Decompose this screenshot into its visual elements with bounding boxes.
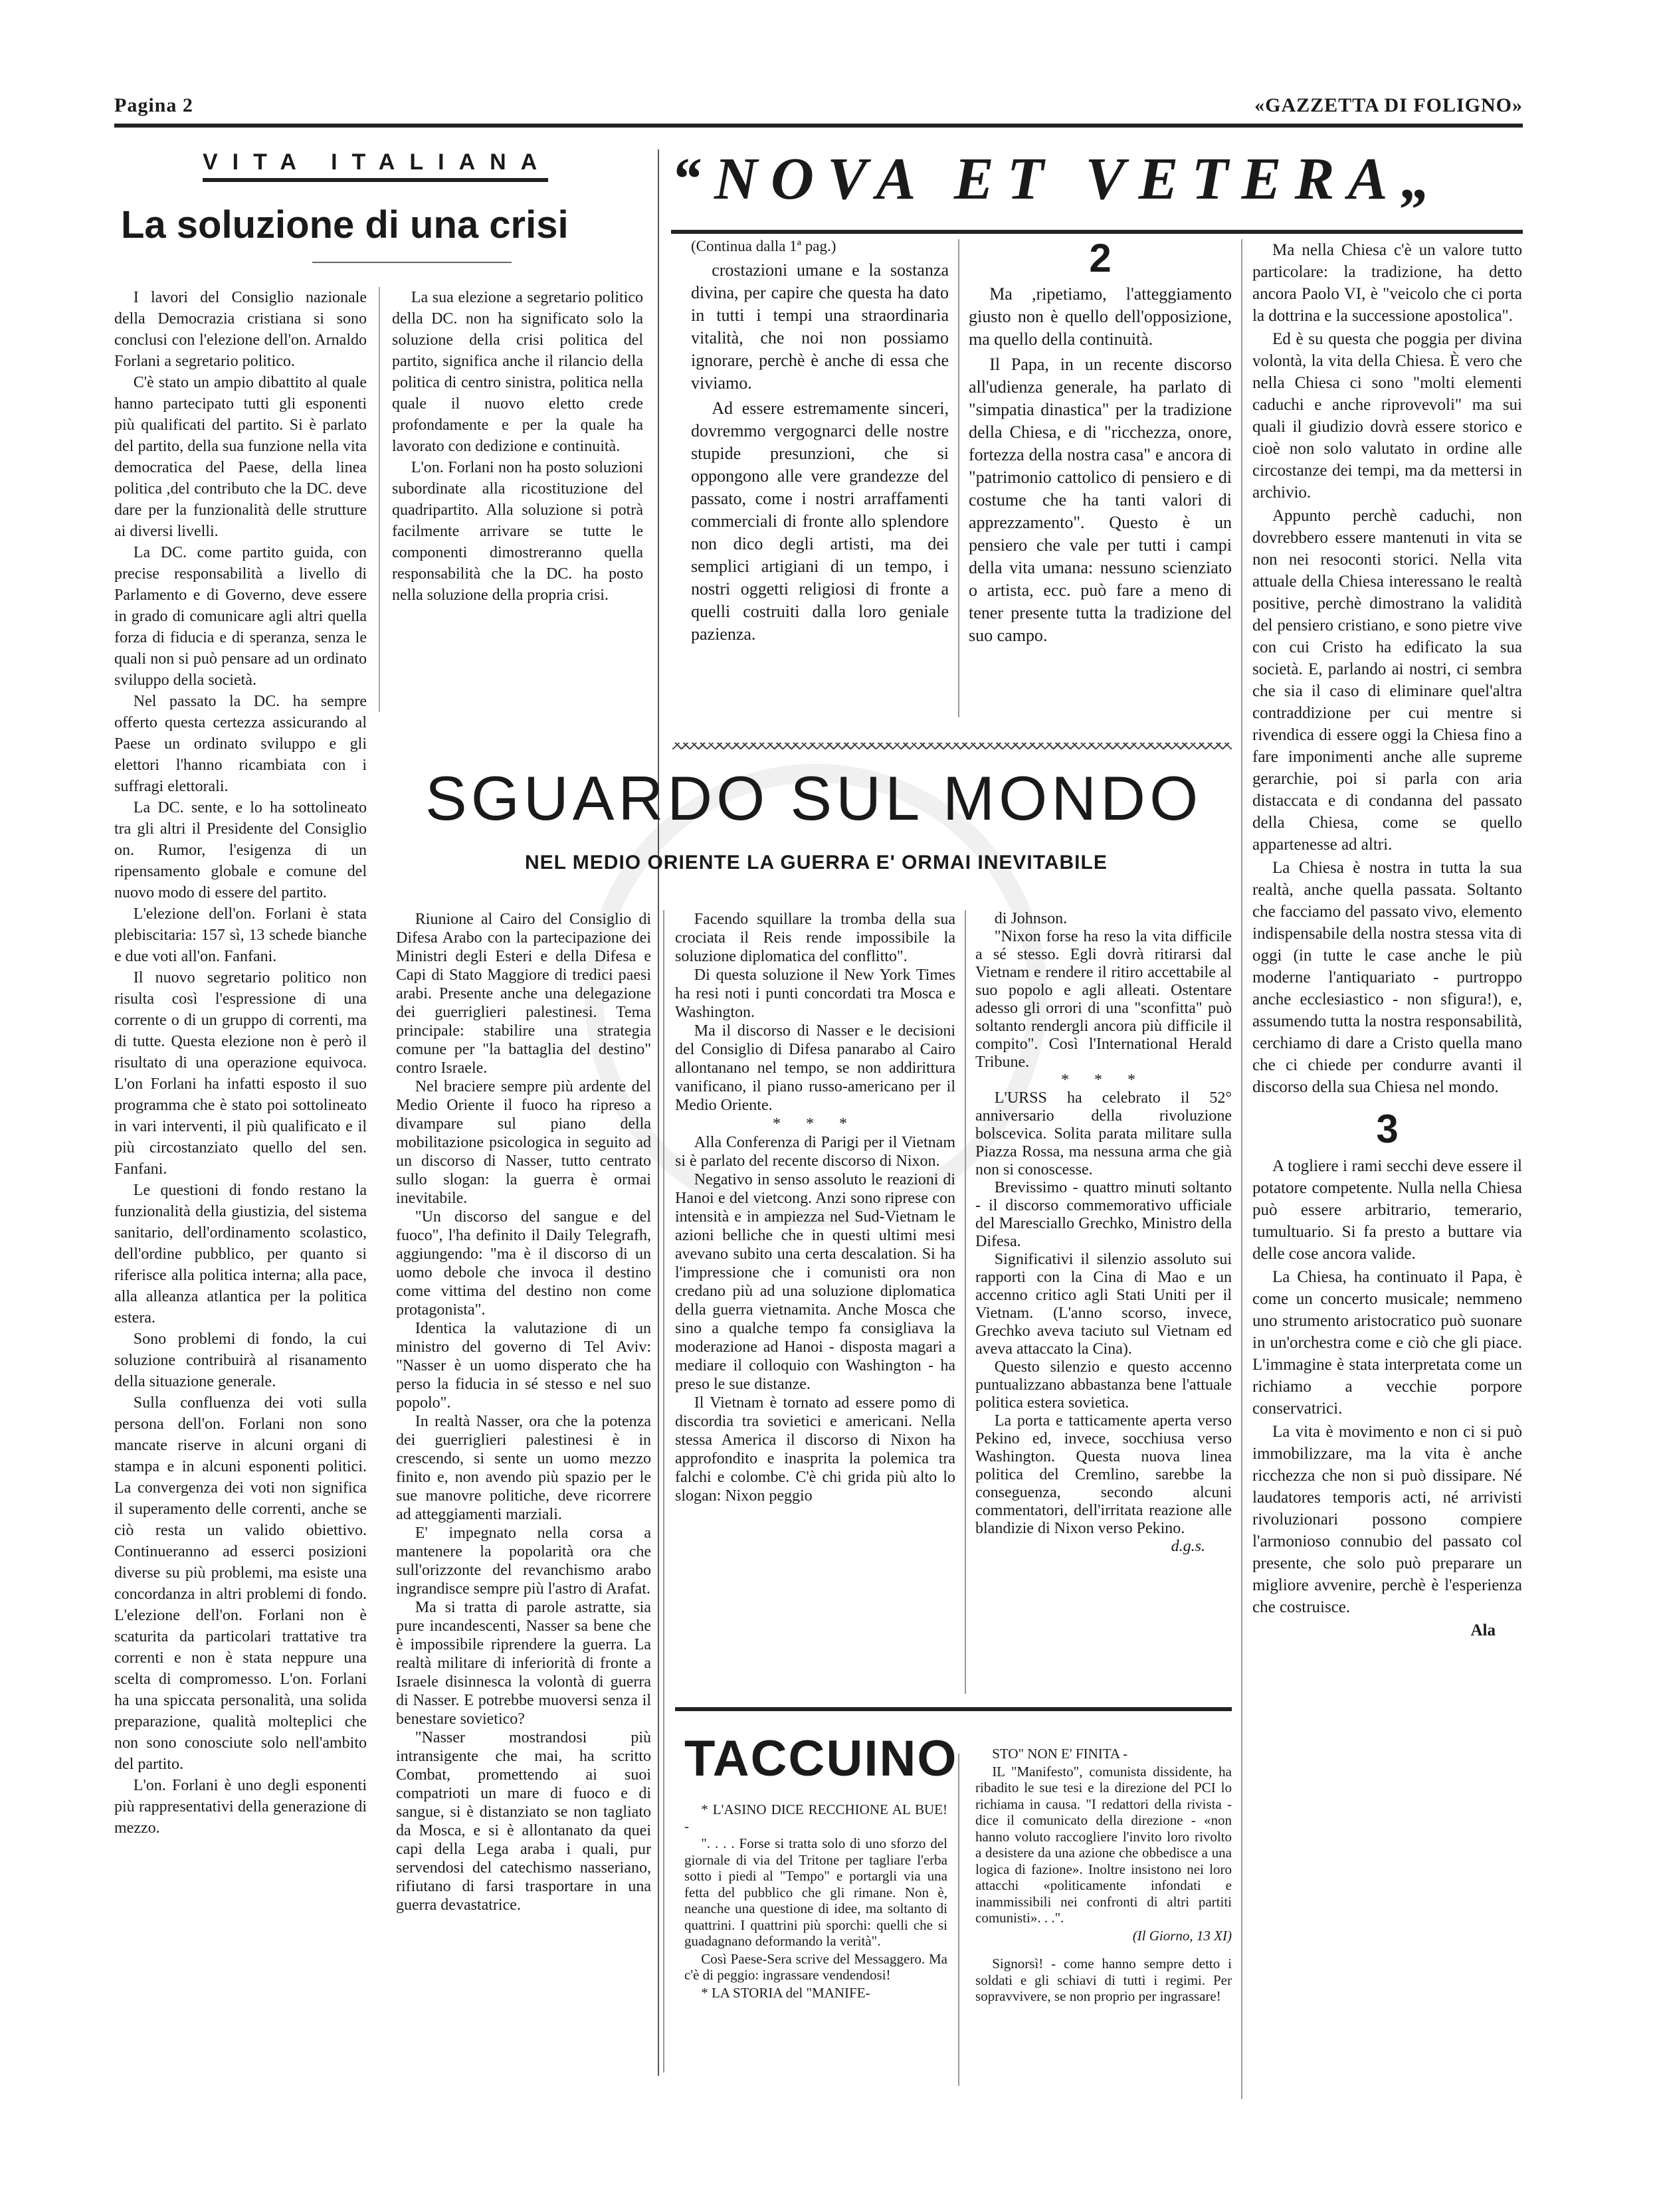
column-divider [663,910,664,2073]
paragraph: L'on. Forlani non ha posto soluzioni subordinate alla ricostituzione del quadripartito. Alla soluzione si potrà facilmente arrivare se tutte le componenti dimostreranno quella responsabilità che la DC. ha posto nella soluzione della propria crisi. [392,459,643,604]
paragraph: C'è stato un ampio dibattito al quale hanno partecipato tutti gli esponenti più qualificati del partito. Si è parlato del partito, della sua funzione nella vita democratica del Paese, della linea politica ,del contributo che la DC. deve dare per la funzionalità delle strutture ai diversi livelli. [114,374,367,540]
paragraph: La sua elezione a segretario politico della DC. non ha significato solo la soluzione della crisi politica del partito, significa anche il rilancio della politica di centro sinistra, politica nella quale il nuovo eletto crede profondamente e per la quale ha lavorato con dedizione e continuità. [392,289,643,455]
paragraph: * LA STORIA del "MANIFE- [701,1984,870,2001]
paragraph: Il nuovo segretario politico non risulta così l'espressione di una corrente o di un gruppo di correnti, ma di tutte. Questa elezione non è però il risultato di una operazione equivoca. L'on Forlani ha infatti esposto il suo programma che è stato poi sottolineato in vari interventi, il più qualificato e il più circostanziato quello del sen. Fanfani. [114,969,367,1178]
nova-column-3-continued [1252,1155,1522,1618]
taccuino-column-2-text [975,1746,1232,1926]
nova-column-3-text [1252,239,1522,1098]
paragraph: I lavori del Consiglio nazionale della Democrazia cristiana si sono conclusi con l'elezione dell'on. Arnaldo Forlani a segretario politico. [114,289,367,370]
paragraph: Sulla confluenza dei voti sulla persona dell'on. Forlani non sono mancate riserve in alcuni organi di stampa e in alcuni esponenti politici. La convergenza dei voti non significa il superamento delle correnti, anche se ciò resta un valido obiettivo. Continueranno ad esserci posizioni diverse su più problemi, ma esiste una concordanza in altri problemi di fondo. L'elezione dell'on. Forlani non è scaturita da particolari trattative tra correnti e non è stata neppure una scelta di compromesso. L'on. Forlani ha una spiccata personalità, una solida preparazione, qualità molteplici che non sono conosciute solo nell'ambito del partito. [114,1394,367,1773]
paragraph: Il Papa, in un recente discorso all'udienza generale, ha parlato di "simpatia dinastica" per la tradizione della Chiesa, e di "ricchezza, onore, fortezza della nostra casa" e ancora di "patrimonio cattolico di pensiero e di costume che ha tanti valori di apprezzamento". Questo è un pensiero che vale per tutti i campi della vita umana: nessuno scienziato o artista, ecc. può fare a meno di tener presente tutta la tradizione del suo campo. [969,355,1232,645]
paragraph: "Nasser mostrandosi più intransigente che mai, ha scritto Combat, promettendo ai suoi compatrioti un mare di fuoco e di sangue, si è distanziato se non tagliato da Mosca, e si è allontanato da quei capi della Lega araba i quali, pur servendosi del catechismo nasseriano, rifiutano di farsi trasportare in una guerra devastatrice. [396,1729,651,1914]
paragraph: La vita è movimento e non ci si può immobilizzare, ma la vita è anche ricchezza che non si può dissipare. Né laudatores temporis acti, né arrivisti rivoluzionari possono compiere l'armonioso connubio del passato col presente, che solo può preparare un migliore avvenire, perchè è l'esperienza che costruisce. [1252,1423,1522,1616]
section-number-2: 2 [1089,236,1112,280]
paragraph: Alla Conferenza di Parigi per il Vietnam si è parlato del recente discorso di Nixon. [675,1134,955,1170]
sguardo-column-2 [675,910,955,1505]
sguardo-column-3 [975,910,1232,1556]
source-il-giorno: (Il Giorno, 13 XI) [1132,1927,1232,1944]
column-divider [958,239,959,717]
paragraph: L'elezione dell'on. Forlani è stata plebiscitaria: 157 sì, 13 schede bianche e due voti all'on. Fanfani. [114,905,367,965]
paragraph: Il Vietnam è tornato ad essere pomo di discordia tra sovietici e americani. Nella stessa America il discorso di Nixon ha approfondito e inasprita la polemica tra falchi e colombe. C'è chi grida più alto lo slogan: Nixon peggio [675,1394,955,1505]
vita-italiana-column-1 [114,287,367,1839]
paragraph: La Chiesa, ha continuato il Papa, è come un concerto musicale; nemmeno uno strumento aristocratico può suonare in un'orchestra come e ciò che gli piace. L'immagine è stata interpretata come un richiamo a vecchie porpore conservatrici. [1252,1268,1522,1418]
paragraph: Ma il discorso di Nasser e le decisioni del Consiglio di Difesa panarabo al Cairo allontanano nel tempo, se non addirittura vanificano, il piano russo-americano per il Medio Oriente. [675,1022,955,1114]
section-separator: * * * [1061,1071,1146,1089]
paragraph: Signorsì! - come hanno sempre detto i soldati e gli schiavi di tutti i regimi. Per sopravvivere, se non proprio per ingrassare! [975,1956,1232,2004]
column-divider [958,1754,959,2086]
headline-underline [312,262,512,263]
paragraph: Ma nella Chiesa c'è un valore tutto particolare: la tradizione, ha detto ancora Paolo VI, è "veicolo che ci porta la dottrina e la successione apostolica". [1252,241,1522,325]
paragraph: Facendo squillare la tromba della sua crociata il Reis rende impossibile la soluzione diplomatica del conflitto". [675,911,955,965]
headline-nova-et-vetera: “NOVA ET VETERA„ [671,146,1444,212]
paragraph: Le questioni di fondo restano la funzionalità della giustizia, del sistema sanitario, dell'ordinamento scolastico, dell'ordine pubblico, per quanto si riferisce alla politica interna; alla pace, alla alleanza atlantica per la politica estera. [114,1182,367,1327]
title-rule [671,230,1523,234]
taccuino-column-2-continued [975,1956,1232,2005]
paragraph: L'URSS ha celebrato il 52° anniversario della rivoluzione bolscevica. Solita parata militare sulla Piazza Rossa, ma nessuna arma che già non si conoscesse. [975,1089,1232,1178]
paragraph: Questo silenzio e questo accenno puntualizzano abbastanza bene l'attuale politica estera sovietica. [975,1358,1232,1412]
paragraph: Sono problemi di fondo, la cui soluzione contribuirà al risanamento della situazione generale. [114,1331,367,1390]
paragraph: E' impegnato nella corsa a mantenere la popolarità ora che sull'orizzonte del revanchismo arabo ingrandisce sempre più l'astro di Arafat. [396,1524,651,1598]
paragraph: La Chiesa è nostra in tutta la sua realtà, anche quella passata. Soltanto che facciamo del passato vivo, elemento indispensabile della nostra stessa vita di oggi (in tutte le case anche le più moderne l'antiquariato - purtroppo anche ecclesiastico - non sfigura!), e, assumendo tutta la nostra responsabilità, cerchiamo di dare a Cristo quella mano che ci chiede per condurre avanti il discorso della sua Chiesa nel mondo. [1252,859,1522,1096]
sguardo-column-1 [396,910,651,1914]
paragraph: Nel passato la DC. ha sempre offerto questa certezza assicurando al Paese un ordinato sviluppo e gli elettori l'hanno ricambiata con i suffragi elettorali. [114,693,367,795]
paragraph: ". . . . Forse si tratta solo di uno sforzo del giornale di via del Tritone per tagliare l'erba sotto i piedi al "Tempo" e portargli via una fetta del pubblico che gli rimane. Non è, neanche una questione di idee, ma soltanto di quattrini. I quattrini più sporchi: quelli che si guadagnano deformando la verità". [684,1835,947,1949]
sguardo-column-3-text [975,910,1232,1538]
header-rule [114,124,1523,128]
kicker-rule [203,178,548,182]
page-number: Pagina 2 [114,94,193,116]
vita-italiana-column-2 [392,287,643,606]
column-divider [379,287,380,712]
newspaper-name: «GAZZETTA DI FOLIGNO» [1254,94,1523,116]
paragraph: Ed è su questa che poggia per divina volontà, la vita della Chiesa. È vero che nella Chiesa ci sono "molti elementi caduchi e anche riprovevoli" ma sui quali il giudizio dovrà essere storico e cioè non solo valutato in ordine alle circostanze dei tempi, ma da mettersi in archivio. [1252,330,1522,502]
headline-sguardo-sul-mondo: SGUARDO SUL MONDO [425,763,1203,833]
nova-column-3 [1252,239,1522,1643]
paragraph: crostazioni umane e la sostanza divina, per capire che questa ha dato in tutti i tempi una straordinaria vitalità, che noi non possiamo ignorare, perchè è anche di essa che viviamo. [691,260,949,393]
paragraph: In realtà Nasser, ora che la potenza dei guerriglieri palestinesi è in crescendo, si sente un uomo mezzo finito e, non avendo più spazio per le sue manovre politiche, deve ricorrere ad atteggiamenti marziali. [396,1413,651,1523]
paragraph: La DC. sente, e lo ha sottolineato tra gli altri il Presidente del Consiglio on. Rumor, l'esigenza di un ripensamento globale e comune del nuovo modo di essere del partito. [114,799,367,901]
section-number-3: 3 [1376,1107,1399,1151]
paragraph: "Nixon forse ha reso la vita difficile a sé stesso. Egli dovrà ritirarsi dal Vietnam e rendere il ritiro accettabile al suo popolo e agli alleati. Ostentare adesso gli orrori di una "sconfitta" può soltanto rendergli ancora più difficile il compito". Così l'International Herald Tribune. [975,928,1232,1071]
paragraph: La porta e tatticamente aperta verso Pekino ed, invece, socchiusa verso Washington. Questa nuova linea politica del Cremlino, sarebbe la conseguenza, secondo alcuni commentatori, dell'irritata reazione alle blandizie di Nixon verso Pekino. [975,1412,1232,1537]
paragraph: Nel braciere sempre più ardente del Medio Oriente il fuoco ha ripreso a divampare sul piano della mobilitazione psicologica in seguito ad un discorso di Nasser, tutto centrato sullo slogan: la guerra è ormai inevitabile. [396,1078,651,1207]
paragraph: Così Paese-Sera scrive del Messaggero. Ma c'è di peggio: ingrassare vendendosi! [684,1950,947,1983]
section-separator: * * * [773,1115,858,1133]
paragraph: Appunto perchè caduchi, non dovrebbero essere mantenuti in vita se non nei resoconti storici. Nella vita attuale della Chiesa interessano le realtà positive, perchè dimostrano la validità del pensiero cristiano, e sono pietre vive con cui Cristo ha edificato la sua società. E, parlando ai nostri, ci sembra che sia il caso di eliminare quel'altra contraddizione per cui mentre si rivendica di essere oggi la Chiesa fino a fare imponimenti anche alle supreme gerarchie, poi si parla con aria distaccata e di condanna del passato della Chiesa, come se quello appartenesse ad altri. [1252,507,1522,854]
paragraph: Riunione al Cairo del Consiglio di Difesa Arabo con la partecipazione dei Ministri degli Esteri e della Difesa e Capi di Stato Maggiore di tredici paesi arabi. Presente anche una delegazione dei guerriglieri palestinesi. Tema principale: stabilire una strategia comune per "la battaglia del destino" contro Israele. [396,911,651,1077]
paragraph: "Un discorso del sangue e del fuoco", l'ha definito il Daily Telegrafh, aggiungendo: "ma è il discorso di un uomo debole che invoca il destino come vittima del destino non come protagonista". [396,1208,651,1319]
taccuino-column-2 [975,1746,1232,2006]
paragraph: di Johnson. [994,910,1068,927]
paragraph: A togliere i rami secchi deve essere il potatore competente. Nulla nella Chiesa può essere arbitrario, temerario, tumultuario. Si fa presto a buttare via delle cose ancora valide. [1252,1157,1522,1263]
nova-column-2 [969,283,1232,650]
subheadline-medio-oriente: NEL MEDIO ORIENTE LA GUERRA E' ORMAI INEVITABILE [525,852,1108,874]
paragraph: Negativo in senso assoluto le reazioni di Hanoi e del vietcong. Anzi sono riprese con intensità e in ampiezza nel Sud-Vietnam le azioni belliche che in questi ultimi mesi avevano subito una certa descalation. Si ha l'impressione che i comunisti ora non credano più ad una soluzione diplomatica della guerra vietnamita. Anche Mosca che sino a qualche tempo fa consigliava la moderazione ad Hanoi - disposta magari a mediare il colloquio con Washington - ha preso le sue distanze. [675,1171,955,1393]
paragraph: Di questa soluzione il New York Times ha resi noti i punti concordati tra Mosca e Washington. [675,967,955,1021]
paragraph: Ma si tratta di parole astratte, sia pure incandescenti, Nasser sa bene che è impossibile riprendere la guerra. La realtà militare di inferiorità di fronte a Israele disinnesca la volontà di guerra di Nasser. E potrebbe muoversi senza il benestare sovietico? [396,1599,651,1728]
headline-vita-italiana: La soluzione di una crisi [121,203,569,246]
paragraph: IL "Manifesto", comunista dissidente, ha ribadito le sue tesi e la direzione del PCI lo richiama in causa. "I redattori della rivista - dice il comunicato della direzione - «non hanno voluto raccogliere l'invito loro rivolto a desistere da una azione che obbedisce a una logica di fazione». Inoltre insistono nei loro attacchi «politicamente infondati e inammissibili nei confronti di altri partiti comunisti». . .". [975,1763,1232,1926]
zigzag-divider [672,743,1232,749]
paragraph: Ma ,ripetiamo, l'atteggiamento giusto non è quello dell'opposizione, ma quello della continuità. [969,284,1232,349]
paragraph: STO" NON E' FINITA - [992,1746,1128,1762]
column-divider [965,910,966,1694]
paragraph: Identica la valutazione di un ministro del governo di Tel Aviv: "Nasser è un uomo disperato che ha perso la fiducia in sé stesso e nel suo popolo". [396,1320,651,1412]
headline-taccuino: TACCUINO [684,1730,958,1787]
taccuino-column-1 [684,1801,947,2002]
paragraph: L'on. Forlani è uno degli esponenti più rappresentativi della generazione di mezzo. [114,1777,367,1837]
continued-note: (Continua dalla 1ª pag.) [691,238,836,254]
section-kicker-vita-italiana: VITA ITALIANA [203,149,552,175]
paragraph: Ad essere estremamente sinceri, dovremmo vergognarci delle nostre stupide presunzioni, che si oppongono alle vere grandezze del passato, come i nostri arraffamenti commerciali di fronte allo splendore non dico degli artisti, ma dei semplici artigiani di un tempo, i nostri oggetti religiosi di fronte a quelli costruiti dalla loro geniale pazienza. [691,399,949,644]
paragraph: La DC. come partito guida, con precise responsabilità a livello di Parlamento e di Governo, deve essere in grado di comunicare agli altri quella forza di fiducia e di speranza, senza le quali non si può pensare ad un ordinato sviluppo della società. [114,544,367,689]
signature-ala: Ala [1470,1621,1496,1639]
paragraph: * L'ASINO DICE RECCHIONE AL BUE! - [684,1801,947,1834]
taccuino-rule [675,1707,1232,1711]
paragraph: Brevissimo - quattro minuti soltanto - il discorso commemorativo ufficiale del Maresciallo Grechko, Ministro della Difesa. [975,1179,1232,1250]
paragraph: Significativi il silenzio assoluto sui rapporti con la Cina di Mao e un accenno critico agli Stati Uniti per il Vietnam. (L'anno scorso, invece, Grechko aveva taciuto sul Vietnam ed aveva attaccato la Cina). [975,1251,1232,1358]
nova-column-1 [691,259,949,648]
column-divider [1241,239,1242,2099]
signature-dgs: d.g.s. [1171,1538,1205,1555]
